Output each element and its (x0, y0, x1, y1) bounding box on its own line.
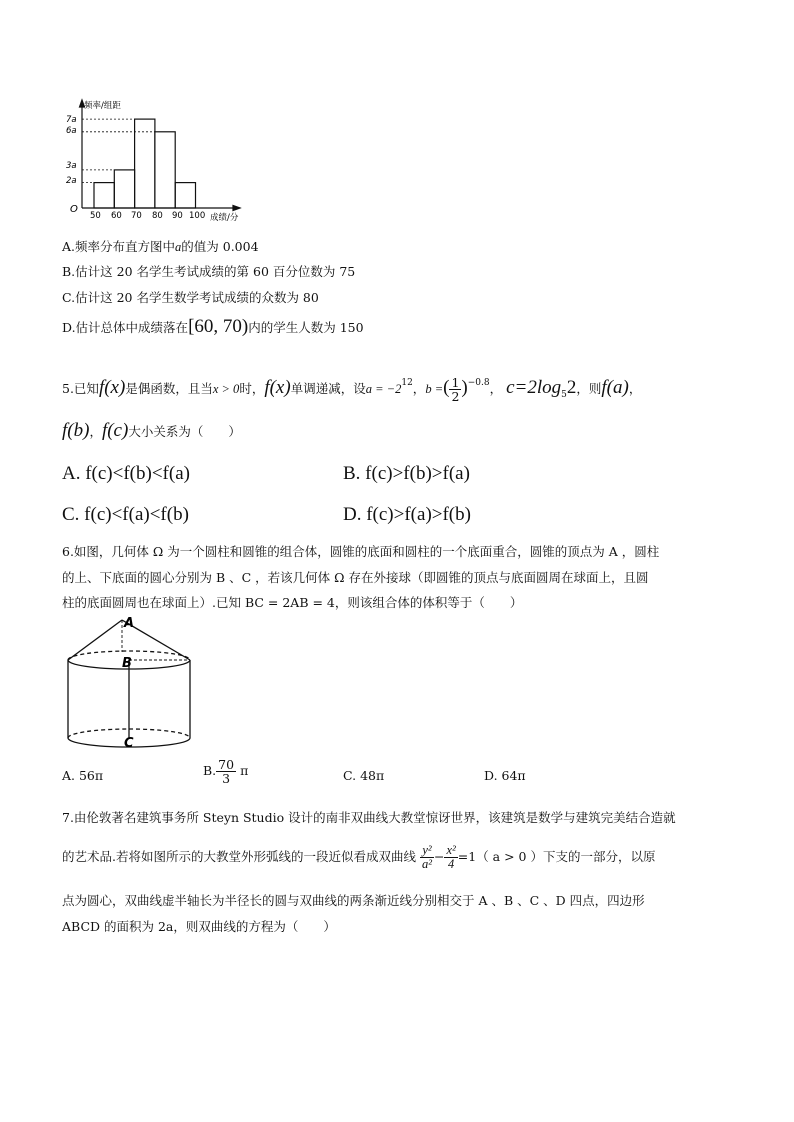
histogram-bar (114, 170, 134, 208)
q6-stem-line3: 柱的底面圆周也在球面上）.已知 BC = 2AB = 4，则该组合体的体积等于（ ） (62, 595, 523, 610)
q4-option-a: A.频率分布直方图中a的值为 0.004 (62, 239, 259, 254)
x-tick-50: 50 (90, 211, 101, 221)
y-tick-3a: 3a (66, 161, 77, 171)
x-tick-60: 60 (111, 211, 122, 221)
q4-option-c: C.估计这 20 名学生数学考试成绩的众数为 80 (62, 290, 319, 305)
x-tick-70: 70 (131, 211, 142, 221)
q6-stem-line1: 6.如图，几何体 Ω 为一个圆柱和圆锥的组合体，圆锥的底面和圆柱的一个底面重合，圆锥的顶点为 A ，圆柱 (62, 544, 660, 559)
y-tick-7a: 7a (66, 115, 77, 125)
x-axis-label: 成绩/分 (210, 213, 239, 223)
frequency-histogram (60, 96, 250, 226)
origin-label: O (70, 204, 78, 215)
q7-stem-line3: 点为圆心，双曲线虚半轴长为半径长的圆与双曲线的两条渐近线分别相交于 A 、B 、C 、D 四点，四边形 (62, 893, 645, 908)
q5-stem-line1: 5.已知f(x)是偶函数，且当x > 0时，f(x)单调递减，设$a = -2^{12}$，b =( $\frac{1}{2}$ )$^{-0.8}$， $c=2\log_52$，则f(a)， (62, 374, 642, 404)
q5-option-a: A. f(c)<f(b)<f(a) (62, 463, 190, 484)
q6-option-d: D. 64π (484, 768, 526, 783)
cylinder-cone-figure (60, 610, 200, 760)
histogram-bar (94, 183, 114, 208)
q4-option-d: D.估计总体中成绩落在[60, 70)内的学生人数为 150 (62, 316, 364, 337)
y-axis-label: 频率/组距 (84, 101, 121, 111)
point-c-label: C (124, 736, 134, 751)
x-tick-80: 80 (152, 211, 163, 221)
x-tick-90: 90 (172, 211, 183, 221)
histogram-bar (155, 132, 175, 208)
q6-option-a: A. 56π (62, 768, 104, 783)
q7-stem-line1: 7.由伦敦著名建筑事务所 Steyn Studio 设计的南非双曲线大教堂惊讶世界，该建筑是数学与建筑完美结合造就 (62, 810, 676, 825)
histogram-bar (135, 119, 155, 208)
y-tick-6a: 6a (66, 126, 77, 136)
point-a-label: A (124, 616, 135, 631)
q5-option-b: B. f(c)>f(b)>f(a) (343, 463, 470, 484)
q5-option-c: C. f(c)<f(a)<f(b) (62, 504, 189, 525)
q6-option-b: B. $\frac{70}{3}$ π (203, 757, 249, 787)
histogram-bar (175, 183, 195, 208)
y-tick-2a: 2a (66, 176, 77, 186)
q6-option-c: C. 48π (343, 768, 385, 783)
q7-stem-line2: 的艺术品.若将如图所示的大教堂外形弧线的一段近似看成双曲线 $\frac{\text{y²}}{\text{a²}}$ − $\frac{\text{x²}}{4}$ =1（ a > 0 ）下支的一部分，以原 (62, 843, 656, 872)
q5-option-d: D. f(c)>f(a)>f(b) (343, 504, 471, 525)
q5-stem-line2: f(b)，f(c)大小关系为（ ） (62, 420, 241, 441)
q6-stem-line2: 的上、下底面的圆心分别为 B 、C ，若该几何体 Ω 存在外接球（即圆锥的顶点与底面圆周在球面上，且圆 (62, 570, 649, 585)
q4-option-b: B.估计这 20 名学生考试成绩的第 60 百分位数为 75 (62, 264, 356, 279)
x-tick-100: 100 (189, 211, 206, 221)
point-b-label: B (122, 656, 132, 671)
q7-stem-line4: ABCD 的面积为 2a，则双曲线的方程为（ ） (62, 919, 336, 934)
